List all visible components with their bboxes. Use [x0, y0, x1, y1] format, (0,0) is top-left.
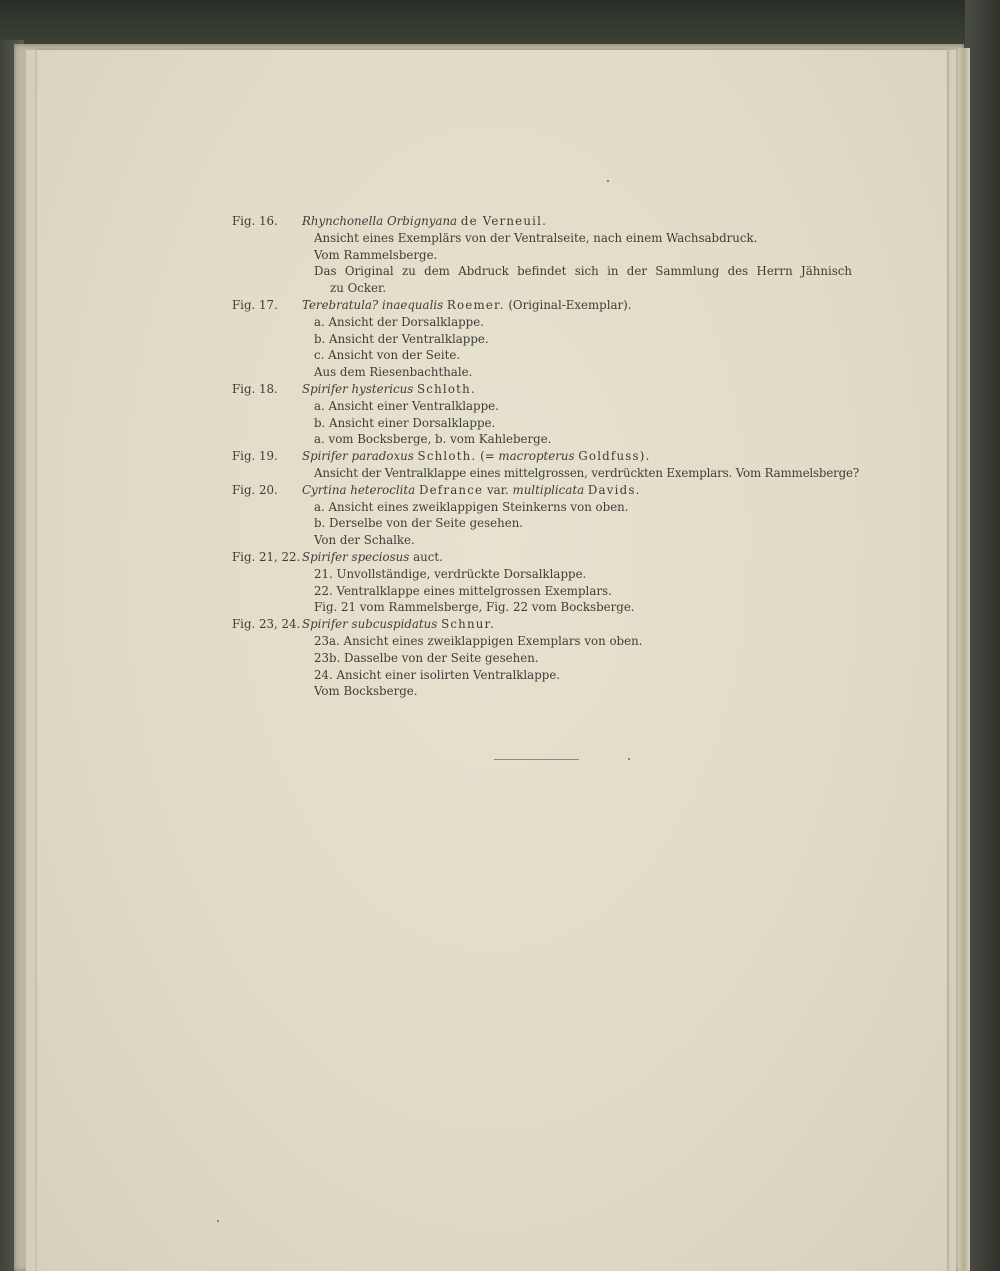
- description-line: Das Original zu dem Abdruck befindet sich in der Sammlung des Herrn Jähnisch: [314, 264, 852, 279]
- description-line: b. Ansicht einer Dorsalklappe.: [314, 415, 496, 430]
- entry-heading: [302, 482, 852, 499]
- entry-heading: [302, 448, 859, 465]
- description-line: a. Ansicht einer Ventralklappe.: [314, 398, 499, 413]
- description-line: Vom Bocksberge.: [314, 684, 418, 699]
- entry-fig-16: [232, 213, 852, 297]
- entry-fig-18: [232, 381, 852, 448]
- closing-rule: [494, 759, 579, 760]
- paper-speck: [628, 758, 630, 760]
- variety-author: Davids.: [587, 482, 641, 497]
- figure-number: Fig. 20.: [232, 482, 278, 497]
- entry-fig-19: [232, 448, 860, 482]
- description-line: Fig. 21 vom Rammelsberge, Fig. 22 vom Bocksberge.: [314, 600, 635, 615]
- entry-heading: [302, 381, 852, 398]
- description-line: Ansicht eines Exemplärs von der Ventralseite, nach einem Wachsabdruck.: [314, 230, 758, 245]
- figure-number: Fig. 17.: [232, 297, 278, 312]
- figure-number: Fig. 23, 24.: [232, 617, 301, 632]
- description-line: 22. Ventralklappe eines mittelgrossen Exemplars.: [314, 583, 612, 598]
- entry-fig-17: [232, 297, 852, 381]
- entry-fig-23-24: [232, 616, 852, 700]
- description-line: 21. Unvollständige, verdrückte Dorsalklappe.: [314, 566, 587, 581]
- description-line: b. Ansicht der Ventralklappe.: [314, 331, 489, 346]
- species-name: Spirifer paradoxus: [302, 449, 414, 464]
- description-line: b. Derselbe von der Seite gesehen.: [314, 516, 524, 531]
- author-name: Roemer.: [446, 297, 505, 312]
- entry-heading: [302, 297, 852, 314]
- species-name: Spirifer speciosus: [302, 549, 410, 564]
- synonym-open: (=: [480, 449, 495, 464]
- author-name: Defrance: [418, 482, 484, 497]
- description-line: c. Ansicht von der Seite.: [314, 348, 461, 363]
- entry-fig-21-22: [232, 549, 852, 616]
- entry-heading: [302, 616, 852, 633]
- description-line: zu Ocker.: [330, 281, 387, 296]
- description-line: Ansicht der Ventralklappe eines mittelgrossen, verdrückten Exemplars. Vom Rammelsberge?: [314, 465, 860, 480]
- description-line: a. Ansicht eines zweiklappigen Steinkerns von oben.: [314, 499, 629, 514]
- figure-number: Fig. 18.: [232, 381, 278, 396]
- entry-fig-20: [232, 482, 852, 549]
- entry-heading: [302, 213, 852, 230]
- description-line: 24. Ansicht einer isolirten Ventralklappe.: [314, 667, 561, 682]
- species-name: Spirifer hystericus: [302, 381, 414, 396]
- author-name: de Verneuil.: [460, 214, 548, 228]
- description-line: Aus dem Riesenbachthale.: [314, 365, 473, 380]
- synonym-author: Goldfuss).: [578, 449, 651, 464]
- page-edge-strip: [958, 48, 970, 1271]
- description-line: 23a. Ansicht eines zweiklappigen Exemplars von oben.: [314, 633, 643, 648]
- description-line: 23b. Dasselbe von der Seite gesehen.: [314, 650, 539, 665]
- author-name: auct.: [413, 549, 443, 564]
- description-line: a. Ansicht der Dorsalklappe.: [314, 314, 484, 329]
- figure-number: Fig. 16.: [232, 214, 278, 228]
- paper-speck: [217, 1220, 219, 1222]
- figure-number: Fig. 21, 22.: [232, 549, 301, 564]
- species-name: Rhynchonella Orbignyana: [302, 214, 458, 228]
- species-name: Cyrtina heteroclita: [302, 482, 416, 497]
- author-name: Schnur.: [441, 617, 496, 632]
- description-line: Vom Rammelsberge.: [314, 247, 438, 262]
- paper-speck: [607, 180, 609, 182]
- description-line: a. vom Bocksberge, b. vom Kahleberge.: [314, 432, 552, 447]
- author-name: Schloth.: [417, 381, 476, 396]
- figure-legend: [232, 213, 860, 700]
- author-name: Schloth.: [417, 449, 477, 464]
- book-cover-right: [965, 0, 1000, 1271]
- specimen-note: (Original-Exemplar).: [508, 297, 632, 312]
- variety-label: var.: [486, 482, 509, 497]
- figure-number: Fig. 19.: [232, 449, 278, 464]
- description-line: Von der Schalke.: [314, 533, 415, 548]
- species-name: Terebratula? inaequalis: [302, 297, 444, 312]
- species-name: Spirifer subcuspidatus: [302, 617, 438, 632]
- synonym-species: macropterus: [498, 449, 575, 464]
- variety-name: multiplicata: [512, 482, 585, 497]
- entry-heading: [302, 549, 852, 566]
